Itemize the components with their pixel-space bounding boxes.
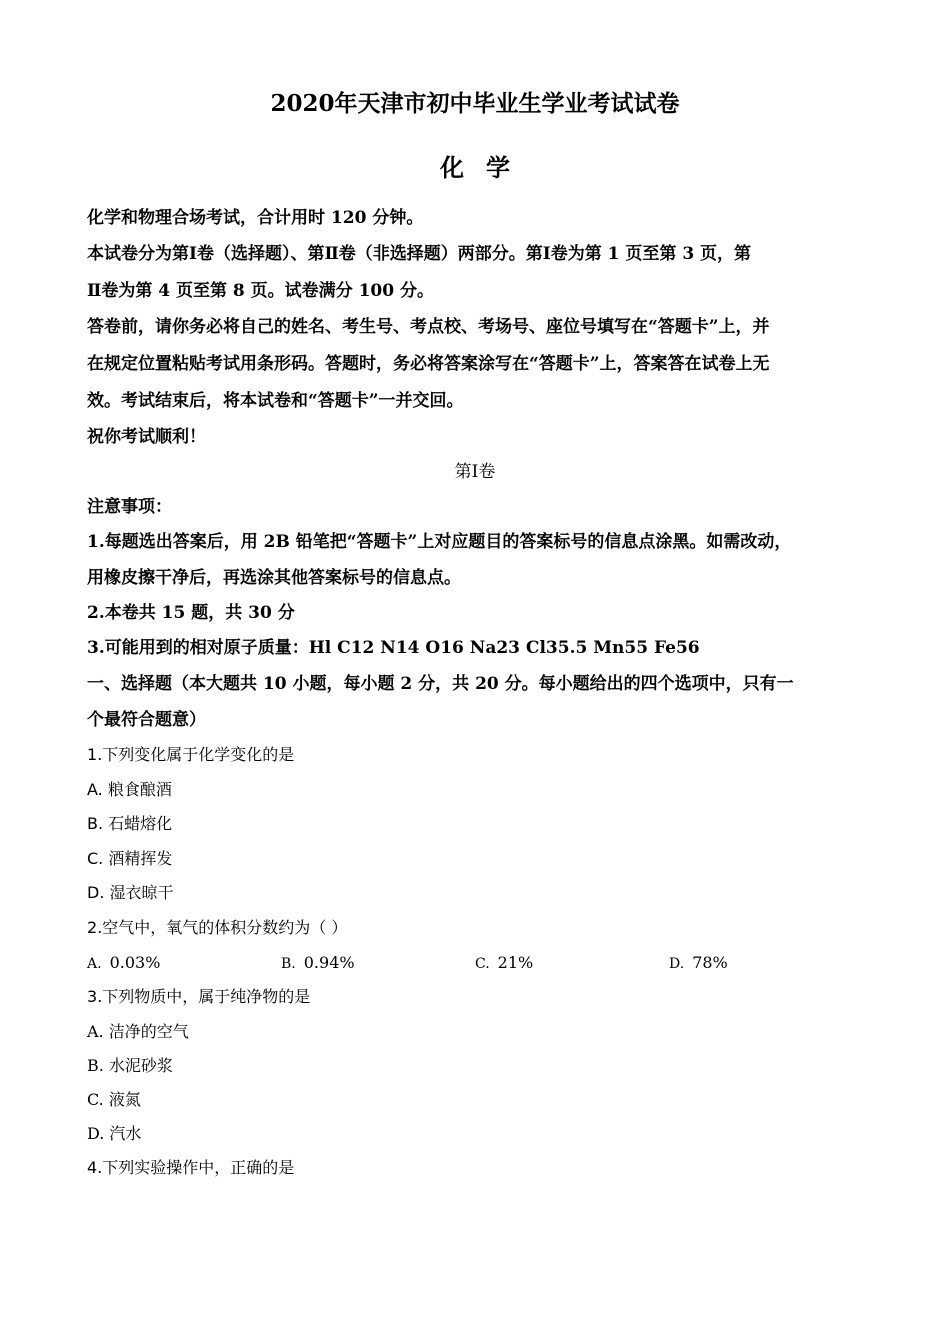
option-text: 湿衣晾干 — [104, 883, 174, 902]
option-text: 酒精挥发 — [103, 849, 173, 868]
intro-line-1: 化学和物理合场考试，合计用时 120 分钟。 — [87, 208, 424, 228]
question-4-number: 4 — [87, 1158, 98, 1177]
question-2-options — [87, 951, 867, 975]
page-title: 2020年天津市初中毕业生学业考试试卷 — [270, 90, 680, 117]
question-1-stem — [87, 743, 294, 767]
question-1-option-d — [87, 881, 174, 905]
option-text: 21% — [497, 953, 534, 972]
question-3-stem — [87, 985, 310, 1009]
intro-line-3: Ⅱ卷为第 4 页至第 8 页。试卷满分 100 分。 — [87, 281, 434, 301]
question-3-option-b: B. 水泥砂浆 — [87, 1056, 173, 1075]
intro-line-7: 祝你考试顺利！ — [87, 427, 206, 447]
intro-line-6: 效。考试结束后，将本试卷和“答题卡”一并交回。 — [87, 391, 464, 411]
notes-title: 注意事项： — [87, 497, 172, 517]
option-letter: A. — [87, 780, 103, 799]
option-letter: A. — [87, 956, 102, 972]
question-2-option-a — [87, 951, 160, 976]
section-heading: 第Ⅰ卷 — [454, 462, 496, 482]
option-letter: D. — [669, 956, 685, 972]
question-1-option-b — [87, 812, 172, 836]
intro-line-2: 本试卷分为第Ⅰ卷（选择题）、第Ⅱ卷（非选择题）两部分。第Ⅰ卷为第 1 页至第 3 页，第 — [87, 244, 752, 264]
option-letter: B. — [87, 814, 104, 833]
question-3-option-d: D. 汽水 — [87, 1124, 142, 1143]
note-1b: 用橡皮擦干净后，再选涂其他答案标号的信息点。 — [87, 568, 461, 588]
part-1-heading-a: 一、选择题（本大题共 10 小题，每小题 2 分，共 20 分。每小题给出的四个选项中，只有一 — [87, 674, 794, 694]
question-3-number: 3 — [87, 987, 98, 1006]
question-1-number: 1 — [87, 745, 98, 764]
option-letter: B. — [281, 956, 296, 972]
option-text: 0.03% — [109, 953, 161, 972]
intro-line-4: 答卷前，请你务必将自己的姓名、考生号、考点校、考场号、座位号填写在“答题卡”上，并 — [87, 317, 770, 337]
option-letter: C. — [475, 956, 490, 972]
note-3: 3.可能用到的相对原子质量：Hl C12 N14 O16 Na23 Cl35.5 Mn55 Fe56 — [87, 638, 700, 658]
note-2: 2.本卷共 15 题，共 30 分 — [87, 603, 295, 623]
question-3-option-a: A. 洁净的空气 — [87, 1022, 189, 1041]
option-text: 粮食酿酒 — [102, 780, 172, 799]
option-text: 0.94% — [303, 953, 355, 972]
question-1-text: .下列变化属于化学变化的是 — [97, 745, 295, 764]
question-2-number: 2 — [87, 918, 98, 937]
question-1-option-c — [87, 847, 172, 871]
question-2-option-d — [669, 951, 728, 976]
question-2-text: .空气中，氧气的体积分数约为（ ） — [97, 918, 348, 937]
question-3-text: .下列物质中，属于纯净物的是 — [97, 987, 311, 1006]
option-text: 石蜡熔化 — [103, 814, 173, 833]
option-letter: D. — [87, 883, 105, 902]
subject-title: 化学 — [440, 153, 532, 182]
question-2-stem — [87, 916, 347, 940]
option-letter: C. — [87, 849, 104, 868]
question-4-text: .下列实验操作中，正确的是 — [97, 1158, 295, 1177]
intro-line-5: 在规定位置粘贴考试用条形码。答题时，务必将答案涂写在“答题卡”上，答案答在试卷上无 — [87, 354, 770, 374]
note-1a: 1.每题选出答案后，用 2B 铅笔把“答题卡”上对应题目的答案标号的信息点涂黑。如需改动， — [87, 532, 792, 552]
part-1-heading-b: 个最符合题意） — [87, 710, 206, 730]
question-2-option-b — [281, 951, 355, 976]
option-text: 78% — [692, 953, 728, 972]
question-1-option-a — [87, 778, 172, 802]
question-4-stem — [87, 1156, 294, 1180]
question-3-option-c: C. 液氮 — [87, 1090, 141, 1109]
question-2-option-c — [475, 951, 533, 976]
